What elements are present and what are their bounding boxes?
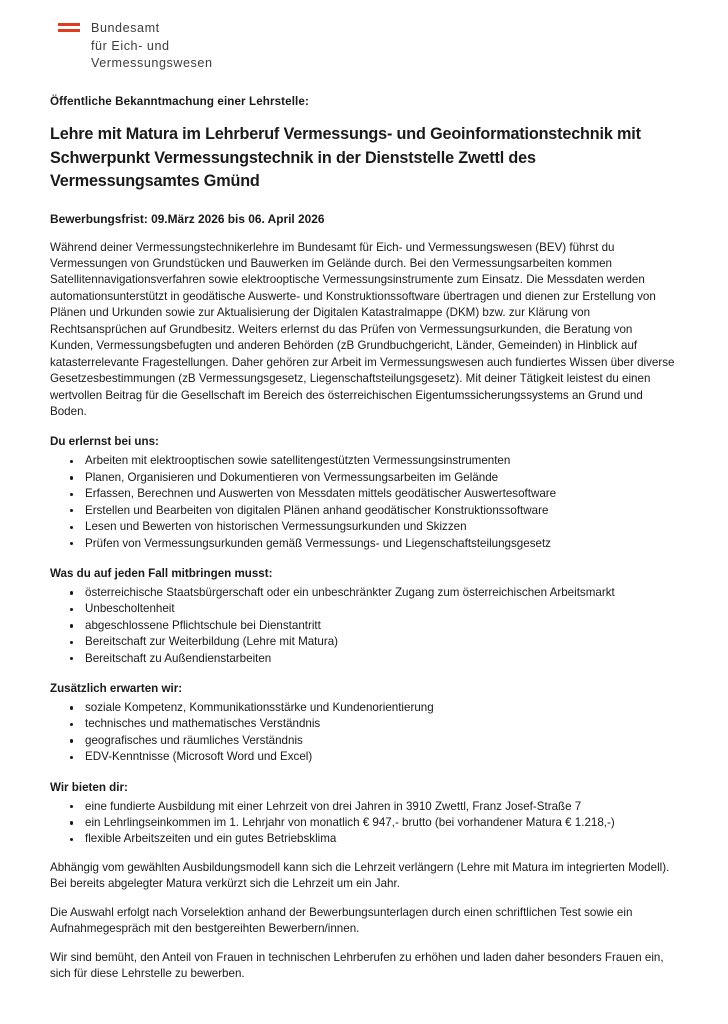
- list-item: [50, 733, 678, 749]
- closing-paragraphs: [50, 860, 678, 983]
- section-bullet-list: [50, 799, 678, 848]
- list-item-label: Bereitschaft zur Weiterbildung (Lehre mit Matura): [85, 635, 339, 649]
- austrian-flag-icon: [58, 23, 80, 32]
- bullet-icon: [70, 657, 73, 660]
- bullet-icon: [70, 756, 73, 759]
- list-item: [50, 716, 678, 732]
- list-item-label: geografisches und räumliches Verständnis: [85, 733, 303, 747]
- list-item: [50, 700, 678, 716]
- list-item: [50, 453, 678, 469]
- list-item: [50, 503, 678, 519]
- list-item: [50, 634, 678, 650]
- list-item-label: ein Lehrlingseinkommen im 1. Lehrjahr von monatlich € 947,- brutto (bei vorhandener Matura € 1.218,-): [85, 815, 615, 829]
- page-title: Lehre mit Matura im Lehrberuf Vermessungs- und Geoinformationstechnik mit Schwerpunkt Vermessungstechnik in der Dienststelle Zwettl des Vermessungsamtes Gmünd: [50, 125, 641, 190]
- intro-paragraph: Während deiner Vermessungstechnikerlehre im Bundesamt für Eich- und Vermessungswesen (BEV) führst du Vermessungen von Grundstücken und Bauwerken im Gelände durch. Bei den Vermessungsarbeiten kommen Satellitennavigationsverfahren sowie elektrooptische Vermessungsinstrumente zum Einsatz. Die Messdaten werden automationsunterstützt in geodätische Auswerte- und Konstruktionssoftware übertragen und dienen zur Erstellung von Plänen und Urkunden sowie zur Aktualisierung der Digitalen Katastralmappe (DKM) bzw. zur Klärung von Rechtsansprüchen auf Grundbesitz. Weiters erlernst du das Prüfen von Vermessungsurkunden, die Beratung von Kunden, Vermessungsbefugten und anderen Behörden (zB Grundbuchgericht, Länder, Gemeinden) in Hinblick auf katasterrelevante Fragestellungen. Daher gehören zur Arbeit im Vermessungswesen auch fundiertes Wissen über diverse Gesetzesbestimmungen (zB Vermessungsgesetz, Liegenschaftsteilungsgesetz). Mit deiner Tätigkeit leistest du einen wertvollen Beitrag für die Gesellschaft im Bereich des österreichischen Eigentumssicherungssystems an Grund und Boden.: [50, 240, 675, 419]
- list-item: [50, 486, 678, 502]
- list-item: [50, 536, 678, 552]
- list-item-label: Unbescholtenheit: [85, 602, 175, 616]
- list-item-label: soziale Kompetenz, Kommunikationsstärke und Kundenorientierung: [85, 700, 434, 714]
- section-bullet-list: [50, 453, 678, 551]
- bullet-icon: [70, 723, 73, 726]
- flag-bar-red-bottom: [58, 29, 80, 32]
- list-item-label: technisches und mathematisches Verständnis: [85, 717, 321, 731]
- organization-logo: [50, 0, 678, 78]
- list-item: [50, 585, 678, 601]
- bullet-icon: [70, 739, 73, 742]
- requirement-sections: [50, 434, 678, 847]
- bullet-icon: [70, 821, 73, 824]
- list-item: [50, 749, 678, 765]
- application-deadline: Bewerbungsfrist: 09.März 2026 bis 06. April 2026: [50, 211, 325, 226]
- bullet-icon: [70, 608, 73, 611]
- list-item: [50, 831, 678, 847]
- closing-paragraph: Wir sind bemüht, den Anteil von Frauen in technischen Lehrberufen zu erhöhen und laden daher besonders Frauen ein, sich für diese Lehrstelle zu bewerben.: [50, 950, 664, 981]
- closing-paragraph: Abhängig vom gewählten Ausbildungsmodell kann sich die Lehrzeit verlängern (Lehre mit Matura im integrierten Modell). Bei bereits abgelegter Matura verkürzt sich die Lehrzeit um ein Jahr.: [50, 860, 670, 891]
- bullet-icon: [70, 460, 73, 463]
- list-item: [50, 651, 678, 667]
- list-item-label: EDV-Kenntnisse (Microsoft Word und Excel): [85, 750, 313, 764]
- list-item-label: Bereitschaft zu Außendienstarbeiten: [85, 651, 272, 665]
- list-item-label: Lesen und Bewerten von historischen Vermessungsurkunden und Skizzen: [85, 520, 467, 534]
- bullet-icon: [70, 838, 73, 841]
- organization-name-line-2: für Eich- und: [91, 38, 170, 53]
- list-item-label: flexible Arbeitszeiten und ein gutes Betriebsklima: [85, 832, 337, 846]
- section-heading: Zusätzlich erwarten wir:: [50, 681, 183, 695]
- list-item-label: Planen, Organisieren und Dokumentieren von Vermessungsarbeiten im Gelände: [85, 470, 499, 484]
- bullet-icon: [70, 526, 73, 529]
- list-item: [50, 601, 678, 617]
- bullet-icon: [70, 624, 73, 627]
- closing-paragraph: Die Auswahl erfolgt nach Vorselektion anhand der Bewerbungsunterlagen durch einen schriftlichen Test sowie ein Aufnahmegespräch mit den bestgereihten Bewerbern/innen.: [50, 905, 633, 936]
- section-bullet-list: [50, 700, 678, 766]
- list-item-label: eine fundierte Ausbildung mit einer Lehrzeit von drei Jahren in 3910 Zwettl, Franz Josef-Straße 7: [85, 799, 582, 813]
- section-heading: Was du auf jeden Fall mitbringen musst:: [50, 566, 273, 580]
- bullet-icon: [70, 591, 73, 594]
- section-heading: Du erlernst bei uns:: [50, 435, 159, 449]
- section-bullet-list: [50, 585, 678, 667]
- organization-name: [91, 20, 213, 73]
- list-item: [50, 519, 678, 535]
- organization-name-line-1: Bundesamt: [91, 21, 160, 35]
- list-item-label: abgeschlossene Pflichtschule bei Dienstantritt: [85, 618, 321, 632]
- bullet-icon: [70, 805, 73, 808]
- bullet-icon: [70, 509, 73, 512]
- bullet-icon: [70, 542, 73, 545]
- list-item-label: Arbeiten mit elektrooptischen sowie satellitengestützten Vermessungsinstrumenten: [85, 454, 511, 468]
- list-item-label: Erfassen, Berechnen und Auswerten von Messdaten mittels geodätischer Auswertesoftware: [85, 487, 557, 501]
- list-item-label: Prüfen von Vermessungsurkunden gemäß Vermessungs- und Liegenschaftsteilungsgesetz: [85, 536, 551, 550]
- bullet-icon: [70, 706, 73, 709]
- list-item: [50, 799, 678, 815]
- bullet-icon: [70, 493, 73, 496]
- section-heading: Wir bieten dir:: [50, 780, 128, 794]
- list-item: [50, 618, 678, 634]
- list-item-label: Erstellen und Bearbeiten von digitalen Plänen anhand geodätischer Konstruktionssoftware: [85, 503, 549, 517]
- organization-name-line-3: Vermessungswesen: [91, 56, 213, 71]
- announcement-kicker: Öffentliche Bekanntmachung einer Lehrstelle:: [50, 95, 309, 108]
- bullet-icon: [70, 476, 73, 479]
- list-item: [50, 815, 678, 831]
- list-item: [50, 470, 678, 486]
- list-item-label: österreichische Staatsbürgerschaft oder ein unbeschränkter Zugang zum österreichischen Arbeitsmarkt: [85, 585, 615, 599]
- bullet-icon: [70, 641, 73, 644]
